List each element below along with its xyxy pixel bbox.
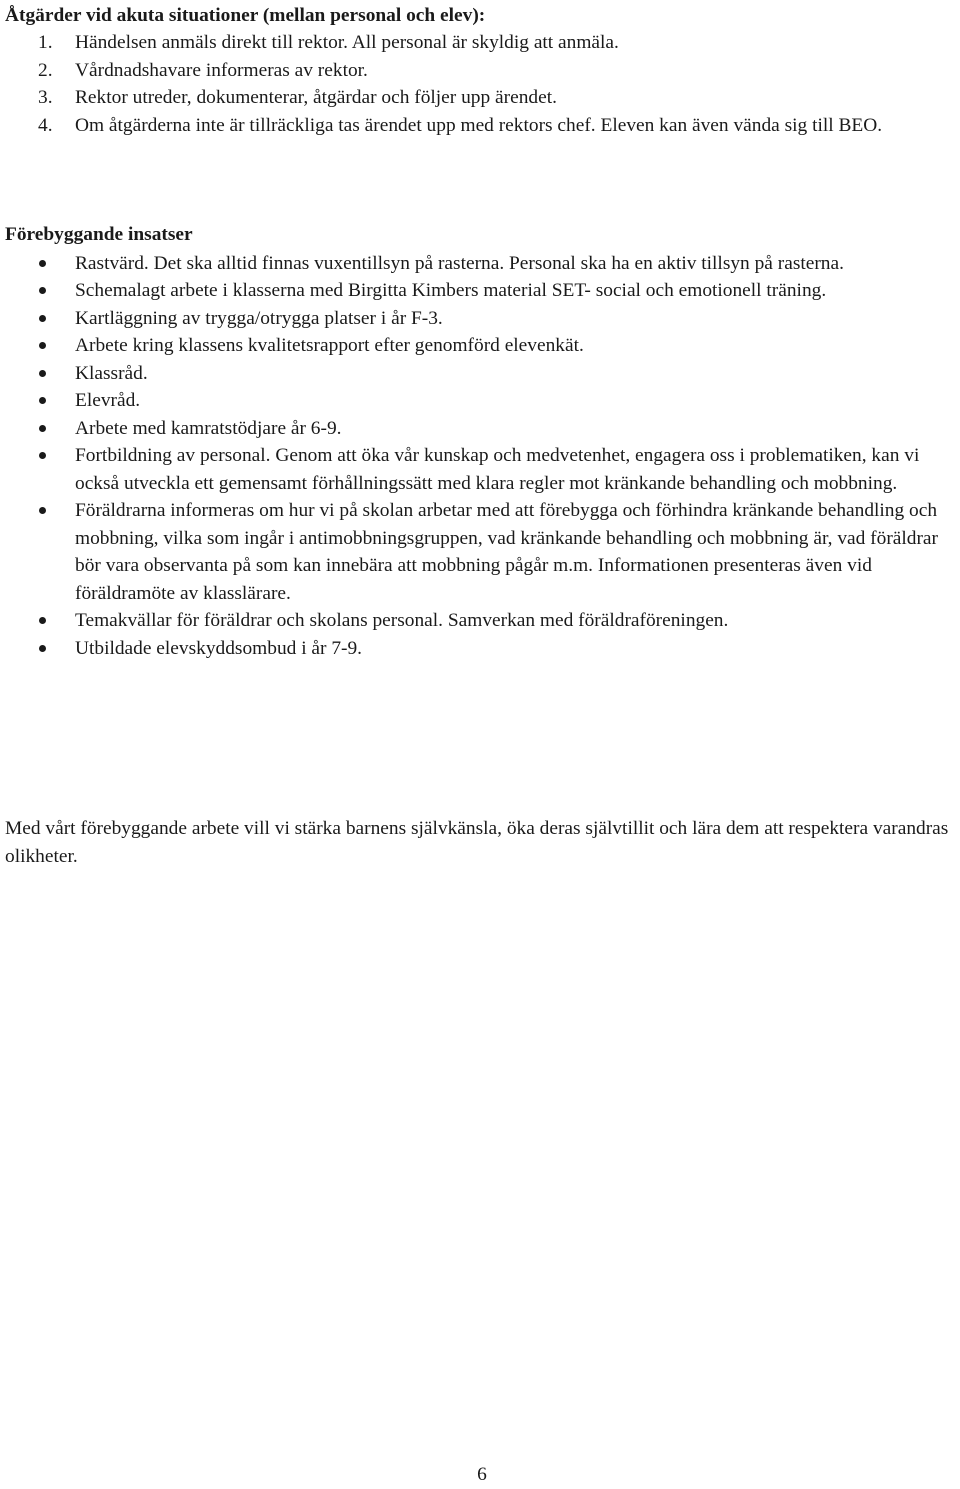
list-item-text: Vårdnadshavare informeras av rektor.: [75, 59, 368, 81]
actions-heading: Åtgärder vid akuta situationer (mellan personal och elev):: [5, 5, 486, 26]
list-item: [0, 497, 950, 607]
bullet-icon: [39, 370, 46, 377]
prevention-heading: Förebyggande insatser: [5, 224, 193, 245]
bullet-icon: [39, 617, 46, 624]
bullet-icon: [39, 452, 46, 459]
list-item-text: Arbete med kamratstödjare år 6-9.: [75, 417, 342, 439]
list-number: 1.: [38, 32, 53, 53]
prevention-list: [0, 250, 950, 663]
list-number: 4.: [38, 114, 53, 136]
list-item-text: Schemalagt arbete i klasserna med Birgitta Kimbers material SET- social och emotionell träning.: [75, 280, 827, 301]
list-item: [0, 250, 950, 278]
closing-paragraph: Med vårt förebyggande arbete vill vi stärka barnens självkänsla, öka deras självtillit och lära dem att respektera varandras olikheter.: [5, 818, 949, 867]
bullet-icon: [39, 315, 46, 322]
list-item-text: Kartläggning av trygga/otrygga platser i år F-3.: [75, 307, 443, 329]
bullet-icon: [39, 397, 46, 404]
list-item-text: Rektor utreder, dokumenterar, åtgärdar och följer upp ärendet.: [75, 87, 557, 108]
bullet-icon: [39, 645, 46, 652]
bullet-icon: [39, 342, 46, 349]
list-item: [0, 112, 950, 140]
list-item: [0, 29, 950, 57]
list-item: [0, 332, 950, 360]
bullet-icon: [39, 425, 46, 432]
list-item-text: Fortbildning av personal. Genom att öka vår kunskap och medvetenhet, engagera oss i problematiken, kan vi också utveckla ett gemensamt förhållningssätt med klara regler mot kränkande behandling och mobbning.: [75, 445, 920, 494]
list-item: [0, 57, 950, 85]
list-number: 2.: [38, 59, 53, 81]
list-item-text: Föräldrarna informeras om hur vi på skolan arbetar med att förebygga och förhindra kränkande behandling och mobbning, vilka som ingår i antimobbningsgruppen, vad kränkande behandling och mobbning är, vad föräldrar bör vara observanta på som kan innebära att mobbning pågår m.m. Informationen presenteras även vid föräldramöte av klasslärare.: [75, 500, 938, 604]
list-item: [0, 360, 950, 388]
list-item-text: Utbildade elevskyddsombud i år 7-9.: [75, 637, 363, 659]
list-item: [0, 305, 950, 333]
list-item-text: Om åtgärderna inte är tillräckliga tas ärendet upp med rektors chef. Eleven kan även vända sig till BEO.: [75, 114, 883, 136]
list-item-text: Händelsen anmäls direkt till rektor. All personal är skyldig att anmäla.: [75, 32, 619, 53]
list-item: [0, 442, 950, 497]
list-item: [0, 635, 950, 663]
list-number: 3.: [38, 87, 53, 108]
list-item-text: Arbete kring klassens kvalitetsrapport efter genomförd elevenkät.: [75, 335, 584, 356]
list-item: [0, 415, 950, 443]
bullet-icon: [39, 287, 46, 294]
bullet-icon: [39, 507, 46, 514]
actions-list: [0, 29, 950, 139]
page-number: 6: [477, 1464, 487, 1485]
list-item: [0, 607, 950, 635]
bullet-icon: [39, 260, 46, 267]
list-item: [0, 84, 950, 112]
list-item-text: Elevråd.: [75, 390, 141, 411]
list-item-text: Temakvällar för föräldrar och skolans personal. Samverkan med föräldraföreningen.: [75, 610, 729, 631]
list-item: [0, 387, 950, 415]
list-item-text: Klassråd.: [75, 362, 148, 384]
list-item: [0, 277, 950, 305]
list-item-text: Rastvärd. Det ska alltid finnas vuxentillsyn på rasterna. Personal ska ha en aktiv tillsyn på rasterna.: [75, 252, 844, 274]
